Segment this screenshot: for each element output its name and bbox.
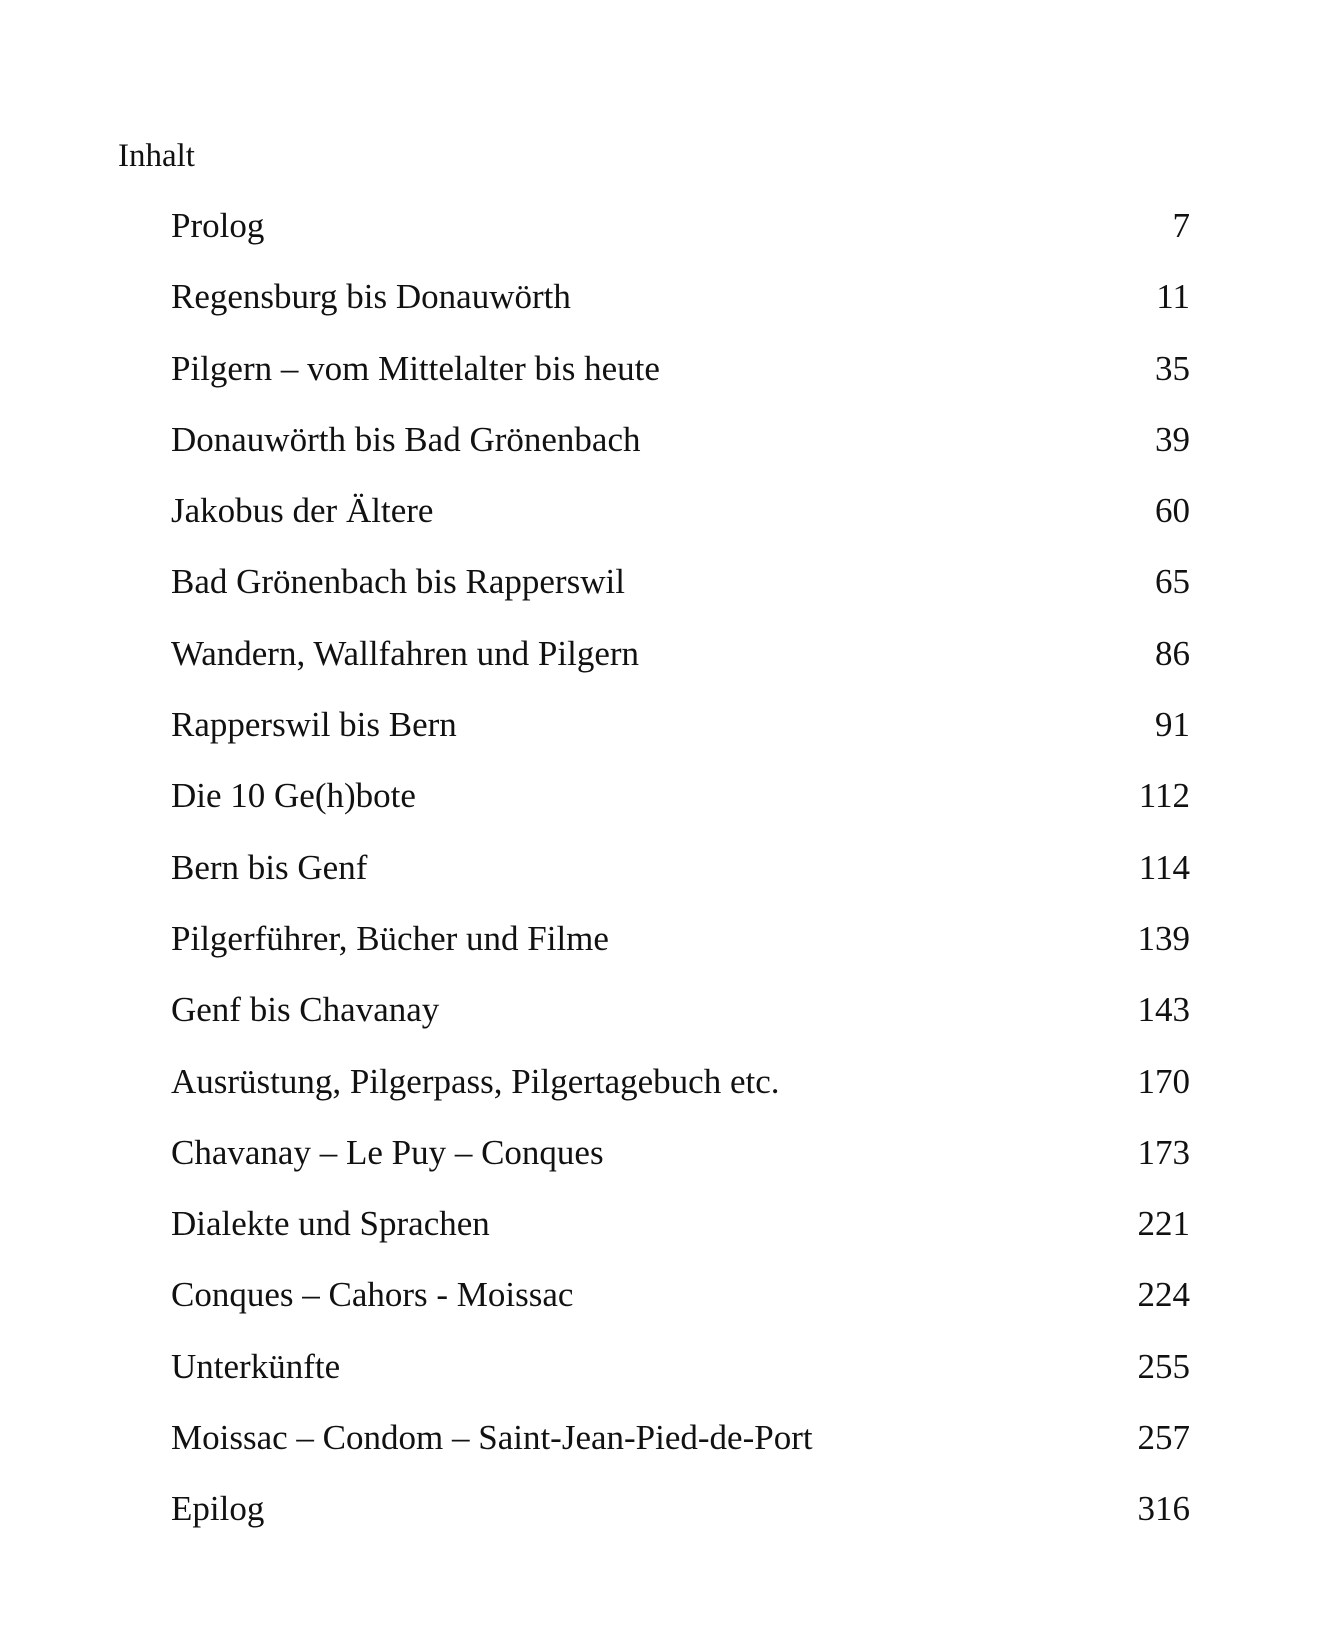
toc-entry-page-number: 60 bbox=[1155, 491, 1190, 531]
toc-entry-page-number: 35 bbox=[1155, 348, 1190, 388]
toc-entry-title: Conques – Cahors - Moissac bbox=[171, 1275, 574, 1315]
toc-entry bbox=[171, 489, 1190, 560]
toc-heading: Inhalt bbox=[118, 138, 195, 174]
toc-entry bbox=[171, 1273, 1190, 1344]
toc-entry bbox=[171, 418, 1190, 489]
toc-entry bbox=[171, 1131, 1190, 1202]
toc-entry-page-number: 114 bbox=[1138, 847, 1190, 887]
toc-entry bbox=[171, 347, 1190, 418]
toc-entry-title: Rapperswil bis Bern bbox=[171, 705, 457, 745]
toc-entry-title: Chavanay – Le Puy – Conques bbox=[171, 1132, 604, 1172]
toc-entry-page-number: 86 bbox=[1155, 633, 1190, 673]
toc-entry-page-number: 112 bbox=[1138, 776, 1190, 816]
toc-entry-title: Genf bis Chavanay bbox=[171, 990, 440, 1030]
toc-entry bbox=[171, 275, 1190, 346]
toc-entry-page-number: 91 bbox=[1155, 705, 1190, 745]
toc-entry bbox=[171, 988, 1190, 1059]
toc-entry-page-number: 224 bbox=[1137, 1275, 1190, 1315]
toc-entry-page-number: 65 bbox=[1155, 562, 1190, 602]
toc-entry-title: Ausrüstung, Pilgerpass, Pilgertagebuch etc. bbox=[171, 1061, 780, 1101]
toc-entry-page-number: 11 bbox=[1156, 277, 1190, 317]
toc-entry bbox=[171, 1416, 1190, 1487]
table-of-contents bbox=[171, 204, 1190, 1559]
toc-entry bbox=[171, 846, 1190, 917]
toc-entry-title: Prolog bbox=[171, 206, 265, 245]
toc-entry-page-number: 143 bbox=[1137, 990, 1190, 1030]
toc-entry-page-number: 255 bbox=[1137, 1346, 1190, 1386]
toc-entry-page-number: 39 bbox=[1155, 419, 1190, 459]
toc-entry-title: Bern bis Genf bbox=[171, 847, 368, 887]
toc-entry-title: Donauwörth bis Bad Grönenbach bbox=[171, 419, 641, 459]
toc-entry bbox=[171, 1060, 1190, 1131]
toc-entry bbox=[171, 1345, 1190, 1416]
toc-entry bbox=[171, 703, 1190, 774]
toc-entry-title: Regensburg bis Donauwörth bbox=[171, 277, 571, 317]
toc-entry-title: Die 10 Ge(h)bote bbox=[171, 776, 416, 816]
toc-entry-title: Pilgerführer, Bücher und Filme bbox=[171, 918, 609, 958]
toc-entry-title: Wandern, Wallfahren und Pilgern bbox=[171, 633, 640, 673]
toc-entry bbox=[171, 774, 1190, 845]
toc-entry-page-number: 170 bbox=[1137, 1061, 1190, 1101]
toc-entry-page-number: 7 bbox=[1172, 206, 1190, 245]
toc-entry-page-number: 139 bbox=[1137, 918, 1190, 958]
toc-entry bbox=[171, 204, 1190, 275]
toc-entry bbox=[171, 1487, 1190, 1558]
toc-entry-title: Dialekte und Sprachen bbox=[171, 1204, 490, 1244]
toc-entry bbox=[171, 560, 1190, 631]
toc-entry bbox=[171, 1202, 1190, 1273]
toc-entry-page-number: 257 bbox=[1137, 1418, 1190, 1458]
toc-entry-page-number: 173 bbox=[1137, 1132, 1190, 1172]
toc-entry bbox=[171, 632, 1190, 703]
toc-entry bbox=[171, 917, 1190, 988]
toc-entry-page-number: 316 bbox=[1137, 1489, 1190, 1529]
toc-entry-page-number: 221 bbox=[1137, 1204, 1190, 1244]
toc-entry-title: Unterkünfte bbox=[171, 1346, 341, 1386]
toc-entry-title: Jakobus der Ältere bbox=[171, 491, 434, 531]
toc-entry-title: Pilgern – vom Mittelalter bis heute bbox=[171, 348, 660, 388]
toc-entry-title: Moissac – Condom – Saint-Jean-Pied-de-Port bbox=[171, 1418, 813, 1458]
toc-entry-title: Bad Grönenbach bis Rapperswil bbox=[171, 562, 625, 602]
toc-entry-title: Epilog bbox=[171, 1489, 265, 1529]
